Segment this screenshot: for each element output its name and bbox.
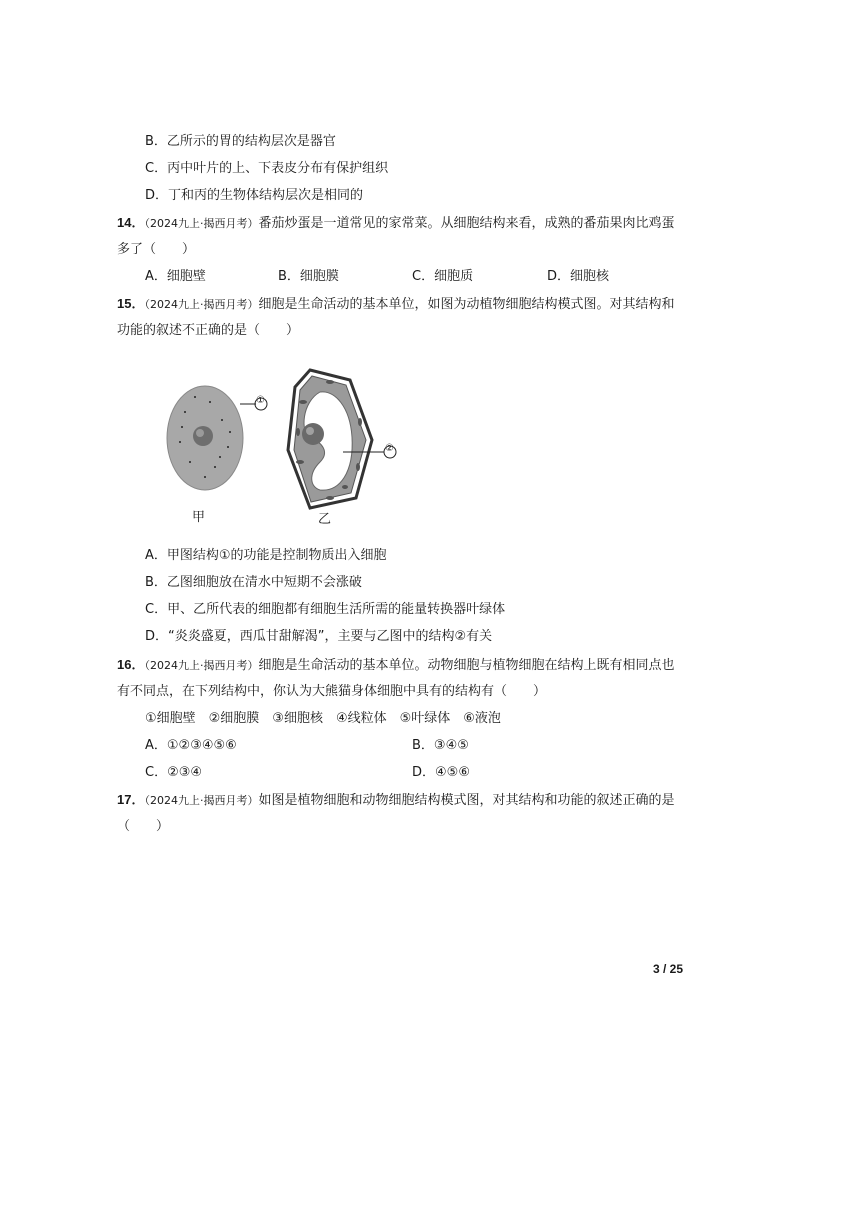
q16-text1: 细胞是生命活动的基本单位。动物细胞与植物细胞在结构上既有相同点也 — [258, 658, 675, 673]
q15-option-b: B．乙图细胞放在清水中短期不会涨破 — [145, 575, 362, 590]
q15-stem-line2: 功能的叙述不正确的是（ ） — [117, 323, 300, 338]
q17-source: （2024九上·揭西月考） — [144, 794, 259, 807]
cell-diagram — [160, 362, 420, 532]
q15-option-c: C．甲、乙所代表的细胞都有细胞生活所需的能量转换器叶绿体 — [145, 602, 506, 617]
q14-source: （2024九上·揭西月考） — [144, 217, 259, 230]
label-yi: 乙 — [318, 512, 332, 527]
q16-stem-line2: 有不同点，在下列结构中，你认为大熊猫身体细胞中具有的结构有（ ） — [117, 684, 547, 699]
q14-option-c: C．细胞质 — [412, 269, 474, 284]
q13-option-c: C．丙中叶片的上、下表皮分布有保护组织 — [145, 161, 389, 176]
q16-items: ①细胞壁 ②细胞膜 ③细胞核 ④线粒体 ⑤叶绿体 ⑥液泡 — [145, 711, 501, 726]
q16-option-d: D．④⑤⑥ — [412, 765, 470, 780]
q14-option-a: A．细胞壁 — [145, 269, 206, 284]
plant-cell — [288, 370, 384, 508]
q13-option-b: B．乙所示的胃的结构层次是器官 — [145, 134, 336, 149]
q14-option-d: D．细胞核 — [547, 269, 610, 284]
q15-stem-line1 — [117, 295, 674, 314]
q16-source: （2024九上·揭西月考） — [144, 659, 259, 672]
q16-stem-line1 — [117, 656, 674, 675]
q17-text1: 如图是植物细胞和动物细胞结构模式图，对其结构和功能的叙述正确的是 — [258, 793, 675, 808]
q16-option-b: B．③④⑤ — [412, 738, 469, 753]
q15-source: （2024九上·揭西月考） — [144, 298, 259, 311]
q17-stem-line2: （ ） — [117, 819, 170, 834]
q16-number: 16． — [117, 657, 145, 672]
q16-option-c: C．②③④ — [145, 765, 203, 780]
q14-stem-line1 — [117, 214, 674, 233]
q14-option-b: B．细胞膜 — [278, 269, 339, 284]
q14-text1: 番茄炒蛋是一道常见的家常菜。从细胞结构来看，成熟的番茄果肉比鸡蛋 — [258, 216, 675, 231]
page-number: 3 / 25 — [653, 962, 684, 976]
q13-option-d: D．丁和丙的生物体结构层次是相同的 — [145, 188, 364, 203]
q14-stem-line2: 多了（ ） — [117, 242, 196, 257]
q14-number: 14． — [117, 215, 145, 230]
label-jia: 甲 — [192, 510, 206, 525]
marker-1-label: ① — [256, 395, 265, 406]
q15-option-d: D．“炎炎盛夏，西瓜甘甜解渴”，主要与乙图中的结构②有关 — [145, 629, 493, 644]
q15-text1: 细胞是生命活动的基本单位，如图为动植物细胞结构模式图。对其结构和 — [258, 297, 675, 312]
q15-option-a: A．甲图结构①的功能是控制物质出入细胞 — [145, 548, 387, 563]
q16-option-a: A．①②③④⑤⑥ — [145, 738, 237, 753]
q17-stem-line1 — [117, 791, 674, 810]
animal-cell — [167, 386, 256, 490]
q17-number: 17． — [117, 792, 145, 807]
marker-2-label: ② — [385, 443, 394, 454]
q15-number: 15． — [117, 296, 145, 311]
